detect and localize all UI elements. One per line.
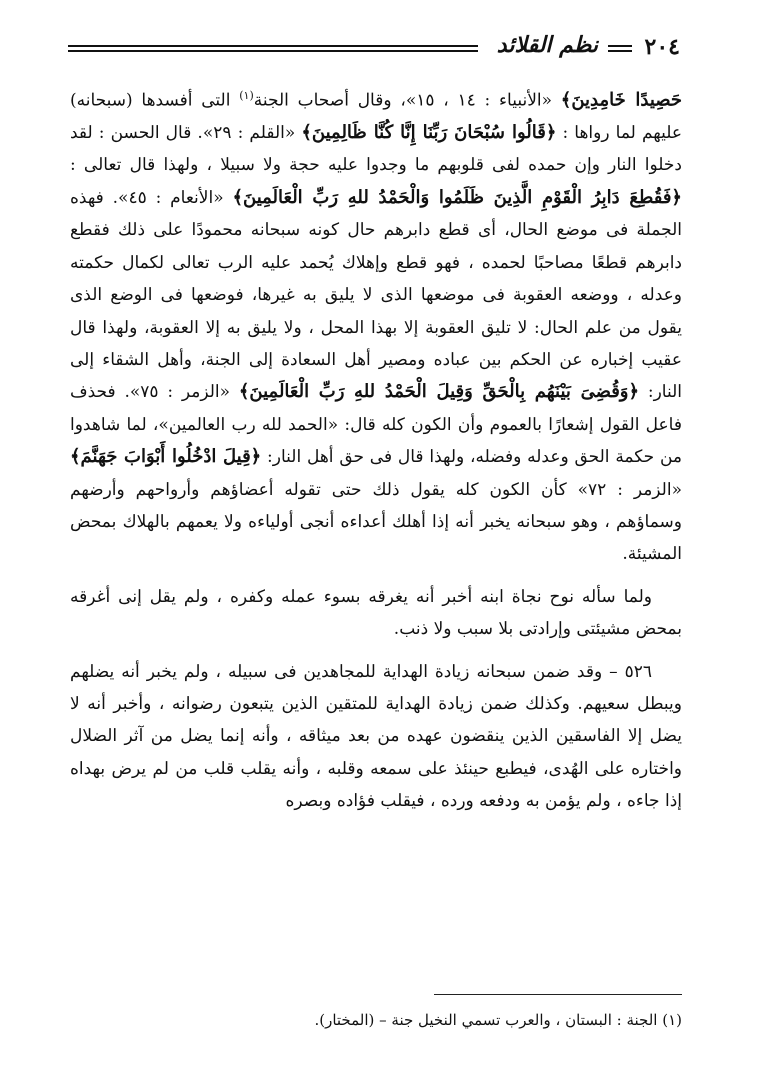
running-title: نظم القلائد bbox=[496, 32, 598, 58]
text-run: «الأنعام : ٤٥». فهذه الجملة فى موضع الحال، أى قطع دابرهم حال كونه سبحانه محمودًا على ذلك فقطع دابرهم قطعًا مصاحبًا لحمده ، فهو قطع وإهلاك يُحمد عليه الرب تعالى لكمال حكمته وعدله ، ووضعه العقوبة فى موضعها الذى لا يليق به غيرها، فوضعها فى الوضع الذى يقول من علم الحال: لا تليق العقوبة إلا بهذا المحل ، ولا يليق به إلا العقوبة، ولهذا قال عقيب إخباره عن الحكم بين عباده ومصير أهل السعادة إلى الجنة، وأهل الشقاء إلى النار: bbox=[70, 187, 683, 403]
quran-verse: ﴿قِيلَ ادْخُلُوا أَبْوَابَ جَهَنَّمَ﴾ bbox=[70, 446, 262, 468]
text-run: «الزمر : ٧٥». فحذف فاعل القول إشعارًا بالعموم وأن الكون كله قال: «الحمد لله رب العالمين»، لما شاهدوا من حكمة الحق وعدله وفضله، ولهذا قال فى حق أهل النار: bbox=[70, 382, 683, 468]
header-rule-long bbox=[68, 45, 478, 52]
text-run: ٥٢٦ – وقد ضمن سبحانه زيادة الهداية للمجاهدين فى سبيله ، ولم يخبر أنه يضلهم ويبطل سعيهم. وكذلك ضمن زيادة الهداية للمتقين الذين يتبعون رضوانه ، وأخبر أنه لا يضل إلا الفاسقين الذين ينقضون عهده من بعد ميثاقه ، وأنه إنما يضل من آثر الضلال واختاره على الهُدى، فيطبع حينئذ على سمعه وقلبه ، وأنه يقلب قلب من لم يرض بهداه إذا جاءه ، ولم يؤمن به ودفعه ورده ، فيقلب فؤاده وبصره bbox=[70, 661, 682, 812]
page-header bbox=[68, 32, 680, 68]
quran-verse: ﴿وَقُضِىَ بَيْنَهُم بِالْحَقِّ وَقِيلَ الْحَمْدُ للهِ رَبِّ الْعَالَمِينَ﴾ bbox=[238, 381, 640, 403]
quran-verse: حَصِيدًا خَامِدِينَ﴾ bbox=[560, 89, 683, 111]
main-text bbox=[70, 80, 682, 818]
paragraph bbox=[70, 656, 682, 818]
paragraph bbox=[70, 80, 682, 571]
paragraph bbox=[70, 581, 682, 646]
footnote-marker: (١) bbox=[239, 89, 254, 102]
page-number: ٢٠٤ bbox=[644, 34, 680, 60]
text-run: «الأنبياء : ١٤ ، ١٥»، وقال أصحاب الجنة bbox=[253, 90, 561, 111]
text-run: التى أفسدها (سبحانه) عليهم لما رواها : bbox=[70, 90, 682, 144]
text-run: «الزمر : ٧٢» كأن الكون كله يقول ذلك حتى تقوله أعضاؤهم وأرواحهم وأرضهم وسماؤهم ، وهو سبحانه يخبر أنه إذا أهلك أعداءه أنجى أولياءه ولا يعمهم بالهلاك بمحض المشيئة. bbox=[70, 479, 682, 565]
text-run: ولما سأله نوح نجاة ابنه أخبر أنه يغرقه بسوء عمله وكفره ، ولم يقل إنى أغرقه بمحض مشيئتى وإرادتى بلا سبب ولا ذنب. bbox=[70, 586, 682, 640]
text-run: «القلم : ٢٩». قال الحسن : لقد دخلوا النار وإن حمده لفى قلوبهم ما وجدوا عليه حجة ولا سبيلا ، ولهذا قال تعالى : bbox=[70, 123, 682, 176]
quran-verse: ﴿فَقُطِعَ دَابِرُ الْقَوْمِ الَّذِينَ ظَلَمُوا وَالْحَمْدُ للهِ رَبِّ الْعَالَمِينَ﴾ bbox=[232, 186, 682, 208]
header-rule-short bbox=[608, 45, 632, 52]
footnote: (١) الجنة : البستان ، والعرب تسمي النخيل جنة – (المختار). bbox=[314, 1011, 682, 1029]
footnote-divider bbox=[434, 994, 682, 995]
quran-verse: ﴿قَالُوا سُبْحَانَ رَبِّنَا إِنَّا كُنَّا ظَالِمِينَ﴾ bbox=[301, 122, 557, 144]
